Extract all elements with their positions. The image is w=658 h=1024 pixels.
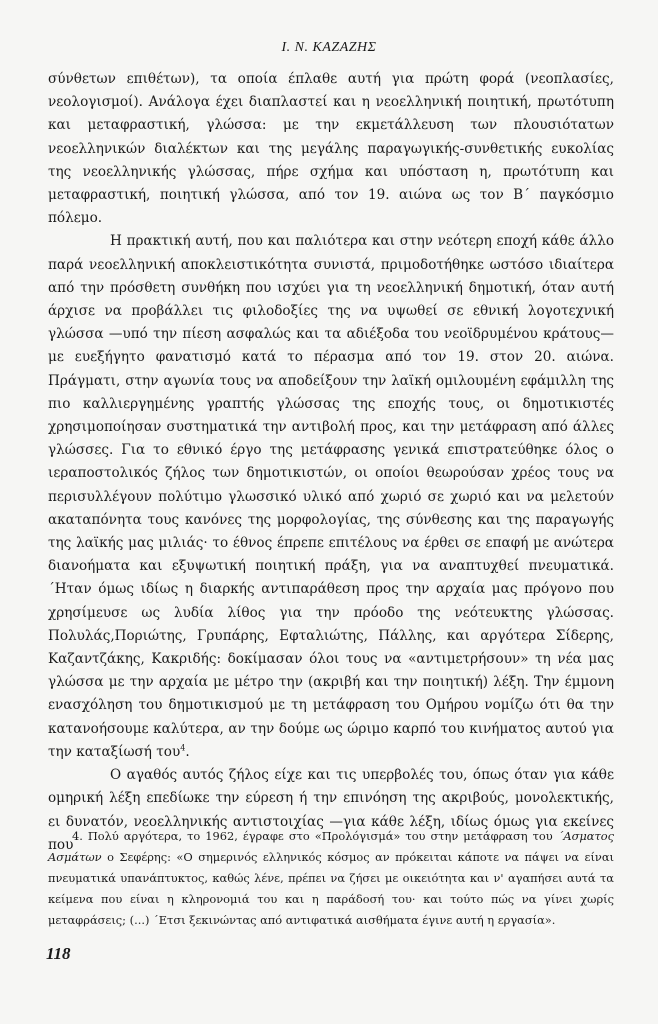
footnote-work-title: ΄Ασματος Ασμάτων [48,829,614,864]
paragraph-practice-text: Η πρακτική αυτή, που και παλιότερα και στην νεότερη εποχή κάθε άλλο παρά νεοελληνική αποκλειστικότητα συνιστά, πριμοδοτήθηκε ωστόσο ιδιαίτερα από την πρόσθετη συνθήκη που ισχύει για τη νεοελληνική δημοτική, όταν αυτή άρχισε να προβάλλει τις φιλοδοξίες της να υψωθεί σε εθνική λογοτεχνική γλώσσα —υπό την πίεση ασφαλώς και τα αδιέξοδα του νεοϊδρυμένου κράτους— με ευεξήγητο φανατισμό κατά το πέρασμα από τον 19. στον 20. αιώνα. Πράγματι, στην αγωνία τους να αποδείξουν την λαϊκή ομιλουμένη εφάμιλλη της πιο καλλιεργημένης γραπτής γλώσσας της εποχής τους, οι δημοτικιστές χρησιμοποίησαν συστηματικά την αντιβολή προς, και την μετάφραση από άλλες γλώσσες. Για το εθνικό έργο της μετάφρασης γενικά επιστρατεύθηκε όλος ο ιεραποστολικός ζήλος των δημοτικιστών, οι οποίοι θεωρούσαν χρέος τους να περισυλλέγουν πολύτιμο γλωσσικό υλικό από χωριό σε χωριό και να μελετούν ακαταπόνητα τους κανόνες της μορφολογίας, της σύνθεσης και της παραγωγής της λαϊκής μας μιλιάς· το έθνος έπρεπε επιτέλους να έρθει σε επαφή με ανώτερα διανοήματα και εξυψωτική ποιητική πράξη, για να αναπτυχθεί πνευματικά. ΄Ηταν όμως ιδίως η διαρκής αντιπαράθεση προς την αρχαία μας πρόγονο που χρησίμευσε ως λυδία λίθος για την πρόοδο της νεότευκτης γλώσσας. Πολυλάς,Ποριώτης, Γρυπάρης, Εφταλιώτης, Πάλλης, και αργότερα Σίδερης, Καζαντζάκης, Κακριδής: δοκίμασαν όλοι τους να «αντιμετρήσουν» τη νέα μας γλώσσα με την αρχαία με μέτρο την (ακριβή και την ποιητική) λέξη. Την έμμονη ενασχόληση του δημοτικισμού με τη μετάφραση του Ομήρου νομίζω ότι θα την κατανοήσουμε καλύτερα, αν την δούμε ως ώριμο καρπό του κινήματος αυτού για την καταξίωσή του [48,233,614,760]
paragraph-practice: Η πρακτική αυτή, που και παλιότερα και στην νεότερη εποχή κάθε άλλο παρά νεοελληνική αποκλειστικότητα συνιστά, πριμοδοτήθηκε ωστόσο ιδιαίτερα από την πρόσθετη συνθήκη που ισχύει για τη νεοελληνική δημοτική, όταν αυτή άρχισε να προβάλλει τις φιλοδοξίες της να υψωθεί σε εθνική λογοτεχνική γλώσσα —υπό την πίεση ασφαλώς και τα αδιέξοδα του νεοϊδρυμένου κράτους— με ευεξήγητο φανατισμό κατά το πέρασμα από τον 19. στον 20. αιώνα. Πράγματι, στην αγωνία τους να αποδείξουν την λαϊκή ομιλουμένη εφάμιλλη της πιο καλλιεργημένης γραπτής γλώσσας της εποχής τους, οι δημοτικιστές χρησιμοποίησαν συστηματικά την αντιβολή προς, και την μετάφραση από άλλες γλώσσες. Για το εθνικό έργο της μετάφρασης γενικά επιστρατεύθηκε όλος ο ιεραποστολικός ζήλος των δημοτικιστών, οι οποίοι θεωρούσαν χρέος τους να περισυλλέγουν πολύτιμο γλωσσικό υλικό από χωριό σε χωριό και να μελετούν ακαταπόνητα τους κανόνες της μορφολογίας, της σύνθεσης και της παραγωγής της λαϊκής μας μιλιάς· το έθνος έπρεπε επιτέλους να έρθει σε επαφή με ανώτερα διανοήματα και εξυψωτική ποιητική πράξη, για να αναπτυχθεί πνευματικά. ΄Ηταν όμως ιδίως η διαρκής αντιπαράθεση προς την αρχαία μας πρόγονο που χρησίμευσε ως λυδία λίθος για την πρόοδο της νεότευκτης γλώσσας. Πολυλάς,Ποριώτης, Γρυπάρης, Εφταλιώτης, Πάλλης, και αργότερα Σίδερης, Καζαντζάκης, Κακριδής: δοκίμασαν όλοι τους να «αντιμετρήσουν» τη νέα μας γλώσσα με την αρχαία με μέτρο την (ακριβή και την ποιητική) λέξη. Την έμμονη ενασχόληση του δημοτικισμού με τη μετάφραση του Ομήρου νομίζω ότι θα την κατανοήσουμε καλύτερα, αν την δούμε ως ώριμο καρπό του κινήματος αυτού για την καταξίωσή του$^4$. [48,233,614,760]
footnote-4 [48,826,614,931]
footnote-reference[interactable]: 4 [180,743,186,753]
footnote-lead: Πολύ αργότερα, το 1962, έγραφε στο «Προλόγισμά» του στην μετάφραση του [87,829,558,843]
paragraph-zeal: Ο αγαθός αυτός ζήλος είχε και τις υπερβολές του, όπως όταν για κάθε ομηρική λέξη επεδίωκε την εύρεση ή την επινόηση της ακριβούς, μονολεκτικής, ει δυνατόν, νεοελληνικής αντιστοιχίας —για κάθε λέξη, ιδίως όμως για εκείνες που [48,767,614,853]
running-head: Ι. Ν. ΚΑΖΑΖΗΣ [281,40,377,55]
footnote-number: 4. [72,829,83,843]
page-number: 118 [46,944,71,963]
main-text [48,68,614,857]
paragraph-continuation: σύνθετων επιθέτων), τα οποία έπλαθε αυτή για πρώτη φορά (νεοπλασίες, νεολογισμοί). Ανάλογα έχει διαπλαστεί και η νεοελληνική ποιητική, πρωτότυπη και μεταφραστική, γλώσσα: με την εκμετάλλευση των πλουσιότατων νεοελληνικών διαλέκτων και της μεγάλης παραγωγικής-συνθετικής ευκολίας της νεοελληνικής γλώσσας, πήρε σχήμα και υπόσταση η, πρωτότυπη και μεταφραστική, ποιητική γλώσσα, από τον 19. αιώνα ως τον Β΄ παγκόσμιο πόλεμο. [48,71,614,227]
footnotes [48,826,614,931]
footnote-rest: ο Σεφέρης: «Ο σημερινός ελληνικός κόσμος αν πρόκειται κάποτε να πάψει να είναι πνευματικά υπανάπτυκτος, καθώς λένε, πρέπει να ζήσει με οικειότητα και ν' αγαπήσει αυτά τα κείμενα που είναι η κληρονομιά του και η παράδοσή του· και τούτο πώς να γίνει χωρίς μεταφράσεις; (...) ΄Ετσι ξεκινώντας από αντιφατικά αισθήματα έγινε αυτή η εργασία». [48,850,614,927]
